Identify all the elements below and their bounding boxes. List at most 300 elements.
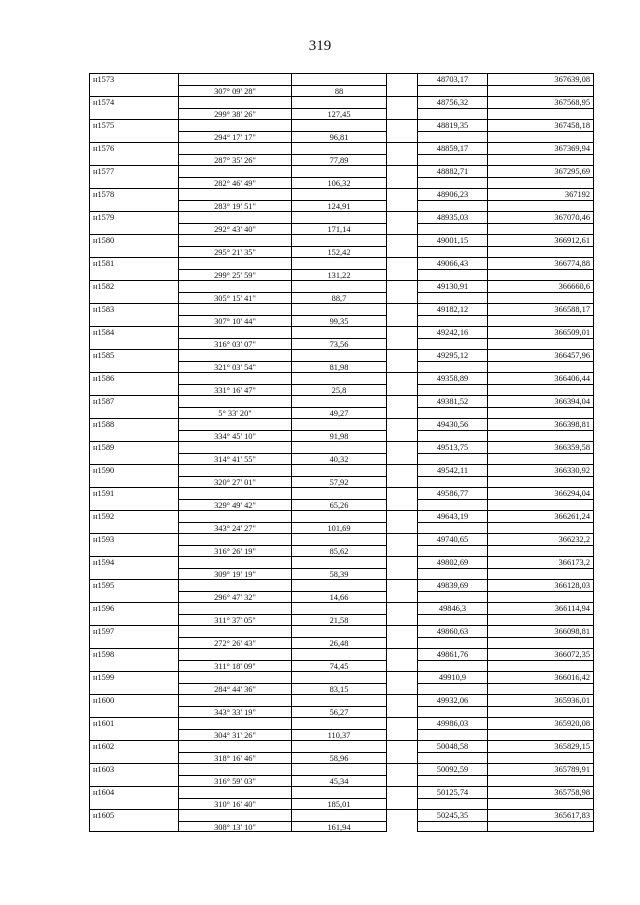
y-coordinate-cell: 366398,81	[488, 418, 594, 430]
table-row-point	[89, 188, 594, 200]
direction-angle-cell: 292° 43' 40"	[179, 223, 292, 235]
y-coordinate-cell: 366072,35	[488, 648, 594, 660]
direction-angle-cell: 314° 41' 55"	[179, 453, 292, 465]
empty-cell	[292, 625, 387, 637]
empty-cell	[417, 223, 488, 235]
gap-cell	[387, 717, 417, 729]
empty-cell	[292, 326, 387, 338]
gap-cell	[387, 326, 417, 338]
segment-length-cell: 77,89	[292, 154, 387, 166]
empty-cell	[179, 395, 292, 407]
x-coordinate-cell: 48882,71	[417, 165, 488, 177]
point-name-cell: н1576	[89, 142, 179, 154]
segment-length-cell: 99,35	[292, 315, 387, 327]
empty-cell	[89, 545, 179, 557]
gap-cell	[387, 349, 417, 361]
segment-length-cell: 40,32	[292, 453, 387, 465]
point-name-cell: н1574	[89, 96, 179, 108]
coordinates-table	[89, 73, 594, 832]
empty-cell	[488, 338, 594, 350]
table-row-point	[89, 119, 594, 131]
direction-angle-cell: 334° 45' 10"	[179, 430, 292, 442]
table-row-segment	[89, 821, 594, 833]
table-row-point	[89, 280, 594, 292]
gap-cell	[387, 499, 417, 511]
gap-cell	[387, 591, 417, 603]
point-name-cell: н1581	[89, 257, 179, 269]
empty-cell	[488, 292, 594, 304]
empty-cell	[488, 821, 594, 833]
direction-angle-cell: 272° 26' 43"	[179, 637, 292, 649]
gap-cell	[387, 660, 417, 672]
table-row-segment	[89, 384, 594, 396]
point-name-cell: н1595	[89, 579, 179, 591]
empty-cell	[292, 694, 387, 706]
table-row-segment	[89, 361, 594, 373]
empty-cell	[179, 280, 292, 292]
table-row-segment	[89, 683, 594, 695]
empty-cell	[89, 614, 179, 626]
empty-cell	[89, 706, 179, 718]
empty-cell	[292, 487, 387, 499]
empty-cell	[417, 246, 488, 258]
empty-cell	[179, 441, 292, 453]
table-row-point	[89, 763, 594, 775]
empty-cell	[179, 694, 292, 706]
gap-cell	[387, 165, 417, 177]
gap-cell	[387, 476, 417, 488]
gap-cell	[387, 108, 417, 120]
empty-cell	[292, 671, 387, 683]
empty-cell	[292, 303, 387, 315]
x-coordinate-cell: 49986,03	[417, 717, 488, 729]
direction-angle-cell: 309° 19' 19"	[179, 568, 292, 580]
empty-cell	[89, 338, 179, 350]
x-coordinate-cell: 48703,17	[417, 73, 488, 85]
x-coordinate-cell: 49643,19	[417, 510, 488, 522]
direction-angle-cell: 316° 26' 19"	[179, 545, 292, 557]
direction-angle-cell: 287° 35' 26"	[179, 154, 292, 166]
gap-cell	[387, 798, 417, 810]
gap-cell	[387, 303, 417, 315]
gap-cell	[387, 407, 417, 419]
segment-length-cell: 131,22	[292, 269, 387, 281]
y-coordinate-cell: 366016,42	[488, 671, 594, 683]
table-row-point	[89, 211, 594, 223]
point-name-cell: н1594	[89, 556, 179, 568]
point-name-cell: н1599	[89, 671, 179, 683]
empty-cell	[417, 338, 488, 350]
y-coordinate-cell: 366294,04	[488, 487, 594, 499]
y-coordinate-cell: 366394,04	[488, 395, 594, 407]
segment-length-cell: 56,27	[292, 706, 387, 718]
x-coordinate-cell: 49358,89	[417, 372, 488, 384]
point-name-cell: н1586	[89, 372, 179, 384]
empty-cell	[417, 200, 488, 212]
segment-length-cell: 152,42	[292, 246, 387, 258]
direction-angle-cell: 343° 24' 27"	[179, 522, 292, 534]
x-coordinate-cell: 49130,91	[417, 280, 488, 292]
empty-cell	[488, 361, 594, 373]
empty-cell	[417, 637, 488, 649]
point-name-cell: н1582	[89, 280, 179, 292]
table-row-segment	[89, 752, 594, 764]
gap-cell	[387, 269, 417, 281]
table-row-point	[89, 694, 594, 706]
empty-cell	[417, 361, 488, 373]
empty-cell	[292, 464, 387, 476]
empty-cell	[89, 200, 179, 212]
empty-cell	[488, 453, 594, 465]
gap-cell	[387, 625, 417, 637]
y-coordinate-cell: 366660,6	[488, 280, 594, 292]
table-row-segment	[89, 338, 594, 350]
empty-cell	[417, 499, 488, 511]
table-row-segment	[89, 568, 594, 580]
segment-length-cell: 96,81	[292, 131, 387, 143]
table-row-segment	[89, 637, 594, 649]
y-coordinate-cell: 367192	[488, 188, 594, 200]
empty-cell	[488, 522, 594, 534]
empty-cell	[89, 430, 179, 442]
point-name-cell: н1598	[89, 648, 179, 660]
empty-cell	[292, 257, 387, 269]
empty-cell	[179, 96, 292, 108]
gap-cell	[387, 211, 417, 223]
x-coordinate-cell: 49242,16	[417, 326, 488, 338]
table-row-segment	[89, 545, 594, 557]
segment-length-cell: 25,8	[292, 384, 387, 396]
table-row-segment	[89, 614, 594, 626]
gap-cell	[387, 464, 417, 476]
empty-cell	[292, 510, 387, 522]
empty-cell	[179, 119, 292, 131]
empty-cell	[89, 637, 179, 649]
empty-cell	[179, 211, 292, 223]
empty-cell	[89, 752, 179, 764]
y-coordinate-cell: 366173,2	[488, 556, 594, 568]
segment-length-cell: 74,45	[292, 660, 387, 672]
direction-angle-cell: 308° 13' 10"	[179, 821, 292, 833]
gap-cell	[387, 568, 417, 580]
empty-cell	[292, 142, 387, 154]
empty-cell	[417, 660, 488, 672]
table-row-segment	[89, 706, 594, 718]
direction-angle-cell: 307° 09' 28"	[179, 85, 292, 97]
gap-cell	[387, 96, 417, 108]
point-name-cell: н1578	[89, 188, 179, 200]
empty-cell	[89, 453, 179, 465]
empty-cell	[89, 85, 179, 97]
gap-cell	[387, 487, 417, 499]
empty-cell	[179, 349, 292, 361]
segment-length-cell: 21,58	[292, 614, 387, 626]
empty-cell	[292, 602, 387, 614]
segment-length-cell: 83,15	[292, 683, 387, 695]
table-row-segment	[89, 154, 594, 166]
empty-cell	[179, 648, 292, 660]
table-row-segment	[89, 131, 594, 143]
empty-cell	[292, 73, 387, 85]
y-coordinate-cell: 366114,94	[488, 602, 594, 614]
segment-length-cell: 73,56	[292, 338, 387, 350]
empty-cell	[89, 269, 179, 281]
empty-cell	[488, 177, 594, 189]
table-row-segment	[89, 292, 594, 304]
direction-angle-cell: 316° 59' 03"	[179, 775, 292, 787]
empty-cell	[417, 292, 488, 304]
direction-angle-cell: 307° 10' 44"	[179, 315, 292, 327]
direction-angle-cell: 318° 16' 46"	[179, 752, 292, 764]
point-name-cell: н1584	[89, 326, 179, 338]
y-coordinate-cell: 366457,96	[488, 349, 594, 361]
empty-cell	[179, 326, 292, 338]
empty-cell	[179, 73, 292, 85]
table-row-segment	[89, 499, 594, 511]
table-row-point	[89, 349, 594, 361]
gap-cell	[387, 533, 417, 545]
empty-cell	[89, 361, 179, 373]
table-row-point	[89, 441, 594, 453]
empty-cell	[488, 384, 594, 396]
empty-cell	[179, 671, 292, 683]
gap-cell	[387, 683, 417, 695]
gap-cell	[387, 418, 417, 430]
empty-cell	[89, 729, 179, 741]
empty-cell	[179, 579, 292, 591]
gap-cell	[387, 809, 417, 821]
empty-cell	[89, 177, 179, 189]
table-row-segment	[89, 660, 594, 672]
empty-cell	[292, 441, 387, 453]
y-coordinate-cell: 366098,81	[488, 625, 594, 637]
gap-cell	[387, 821, 417, 833]
empty-cell	[417, 384, 488, 396]
empty-cell	[488, 154, 594, 166]
direction-angle-cell: 311° 37' 05"	[179, 614, 292, 626]
segment-length-cell: 124,91	[292, 200, 387, 212]
table-row-point	[89, 671, 594, 683]
y-coordinate-cell: 366406,44	[488, 372, 594, 384]
empty-cell	[488, 223, 594, 235]
empty-cell	[292, 165, 387, 177]
segment-length-cell: 106,32	[292, 177, 387, 189]
empty-cell	[292, 349, 387, 361]
gap-cell	[387, 257, 417, 269]
empty-cell	[89, 131, 179, 143]
empty-cell	[292, 280, 387, 292]
point-name-cell: н1580	[89, 234, 179, 246]
point-name-cell: н1573	[89, 73, 179, 85]
empty-cell	[179, 418, 292, 430]
point-name-cell: н1589	[89, 441, 179, 453]
table-row-point	[89, 533, 594, 545]
segment-length-cell: 81,98	[292, 361, 387, 373]
direction-angle-cell: 284° 44' 36"	[179, 683, 292, 695]
empty-cell	[89, 384, 179, 396]
y-coordinate-cell: 367070,46	[488, 211, 594, 223]
empty-cell	[417, 614, 488, 626]
gap-cell	[387, 522, 417, 534]
gap-cell	[387, 671, 417, 683]
empty-cell	[488, 476, 594, 488]
table-row-point	[89, 786, 594, 798]
point-name-cell: н1585	[89, 349, 179, 361]
segment-length-cell: 58,96	[292, 752, 387, 764]
empty-cell	[488, 729, 594, 741]
gap-cell	[387, 85, 417, 97]
gap-cell	[387, 453, 417, 465]
table-row-segment	[89, 269, 594, 281]
y-coordinate-cell: 366774,88	[488, 257, 594, 269]
table-row-segment	[89, 223, 594, 235]
table-row-point	[89, 464, 594, 476]
segment-length-cell: 101,69	[292, 522, 387, 534]
table-row-point	[89, 625, 594, 637]
empty-cell	[292, 533, 387, 545]
empty-cell	[488, 706, 594, 718]
empty-cell	[179, 464, 292, 476]
point-name-cell: н1590	[89, 464, 179, 476]
y-coordinate-cell: 367568,95	[488, 96, 594, 108]
gap-cell	[387, 361, 417, 373]
empty-cell	[292, 786, 387, 798]
table-row-segment	[89, 775, 594, 787]
empty-cell	[417, 407, 488, 419]
y-coordinate-cell: 365936,01	[488, 694, 594, 706]
x-coordinate-cell: 49513,75	[417, 441, 488, 453]
empty-cell	[89, 660, 179, 672]
empty-cell	[488, 568, 594, 580]
table-row-segment	[89, 85, 594, 97]
table-row-segment	[89, 108, 594, 120]
empty-cell	[179, 487, 292, 499]
point-name-cell: н1579	[89, 211, 179, 223]
table-row-point	[89, 395, 594, 407]
gap-cell	[387, 441, 417, 453]
y-coordinate-cell: 365789,91	[488, 763, 594, 775]
empty-cell	[417, 269, 488, 281]
segment-length-cell: 171,14	[292, 223, 387, 235]
gap-cell	[387, 154, 417, 166]
direction-angle-cell: 299° 38' 26"	[179, 108, 292, 120]
gap-cell	[387, 131, 417, 143]
segment-length-cell: 26,48	[292, 637, 387, 649]
x-coordinate-cell: 48935,03	[417, 211, 488, 223]
gap-cell	[387, 637, 417, 649]
point-name-cell: н1575	[89, 119, 179, 131]
x-coordinate-cell: 49295,12	[417, 349, 488, 361]
empty-cell	[179, 602, 292, 614]
y-coordinate-cell: 365758,98	[488, 786, 594, 798]
direction-angle-cell: 295° 21' 35"	[179, 246, 292, 258]
empty-cell	[179, 533, 292, 545]
x-coordinate-cell: 49430,56	[417, 418, 488, 430]
y-coordinate-cell: 366232,2	[488, 533, 594, 545]
table-row-point	[89, 579, 594, 591]
empty-cell	[89, 407, 179, 419]
y-coordinate-cell: 367369,94	[488, 142, 594, 154]
gap-cell	[387, 372, 417, 384]
segment-length-cell: 91,98	[292, 430, 387, 442]
gap-cell	[387, 740, 417, 752]
y-coordinate-cell: 366509,01	[488, 326, 594, 338]
empty-cell	[89, 821, 179, 833]
table-row-point	[89, 257, 594, 269]
gap-cell	[387, 648, 417, 660]
table-row-point	[89, 96, 594, 108]
direction-angle-cell: 294° 17' 17"	[179, 131, 292, 143]
empty-cell	[179, 717, 292, 729]
empty-cell	[89, 315, 179, 327]
segment-length-cell: 49,27	[292, 407, 387, 419]
empty-cell	[292, 763, 387, 775]
point-name-cell: н1592	[89, 510, 179, 522]
segment-length-cell: 127,45	[292, 108, 387, 120]
x-coordinate-cell: 49182,12	[417, 303, 488, 315]
gap-cell	[387, 614, 417, 626]
table-row-segment	[89, 476, 594, 488]
empty-cell	[417, 154, 488, 166]
table-row-point	[89, 717, 594, 729]
point-name-cell: н1596	[89, 602, 179, 614]
gap-cell	[387, 602, 417, 614]
empty-cell	[292, 579, 387, 591]
x-coordinate-cell: 49542,11	[417, 464, 488, 476]
x-coordinate-cell: 49910,9	[417, 671, 488, 683]
gap-cell	[387, 200, 417, 212]
empty-cell	[417, 545, 488, 557]
empty-cell	[488, 775, 594, 787]
x-coordinate-cell: 48859,17	[417, 142, 488, 154]
empty-cell	[417, 706, 488, 718]
empty-cell	[417, 315, 488, 327]
y-coordinate-cell: 366261,24	[488, 510, 594, 522]
empty-cell	[292, 717, 387, 729]
direction-angle-cell: 343° 33' 19"	[179, 706, 292, 718]
gap-cell	[387, 510, 417, 522]
table-row-point	[89, 809, 594, 821]
direction-angle-cell: 311° 18' 09"	[179, 660, 292, 672]
table-row-point	[89, 418, 594, 430]
segment-length-cell: 110,37	[292, 729, 387, 741]
gap-cell	[387, 384, 417, 396]
empty-cell	[89, 154, 179, 166]
gap-cell	[387, 763, 417, 775]
direction-angle-cell: 283° 19' 51"	[179, 200, 292, 212]
empty-cell	[292, 556, 387, 568]
table-row-segment	[89, 430, 594, 442]
table-row-point	[89, 165, 594, 177]
x-coordinate-cell: 50245,35	[417, 809, 488, 821]
empty-cell	[488, 637, 594, 649]
empty-cell	[179, 142, 292, 154]
gap-cell	[387, 246, 417, 258]
empty-cell	[179, 740, 292, 752]
gap-cell	[387, 786, 417, 798]
gap-cell	[387, 556, 417, 568]
empty-cell	[488, 407, 594, 419]
empty-cell	[89, 798, 179, 810]
table-row-point	[89, 326, 594, 338]
gap-cell	[387, 142, 417, 154]
empty-cell	[89, 775, 179, 787]
table-row-point	[89, 602, 594, 614]
table-row-point	[89, 556, 594, 568]
point-name-cell: н1583	[89, 303, 179, 315]
empty-cell	[488, 200, 594, 212]
empty-cell	[488, 798, 594, 810]
